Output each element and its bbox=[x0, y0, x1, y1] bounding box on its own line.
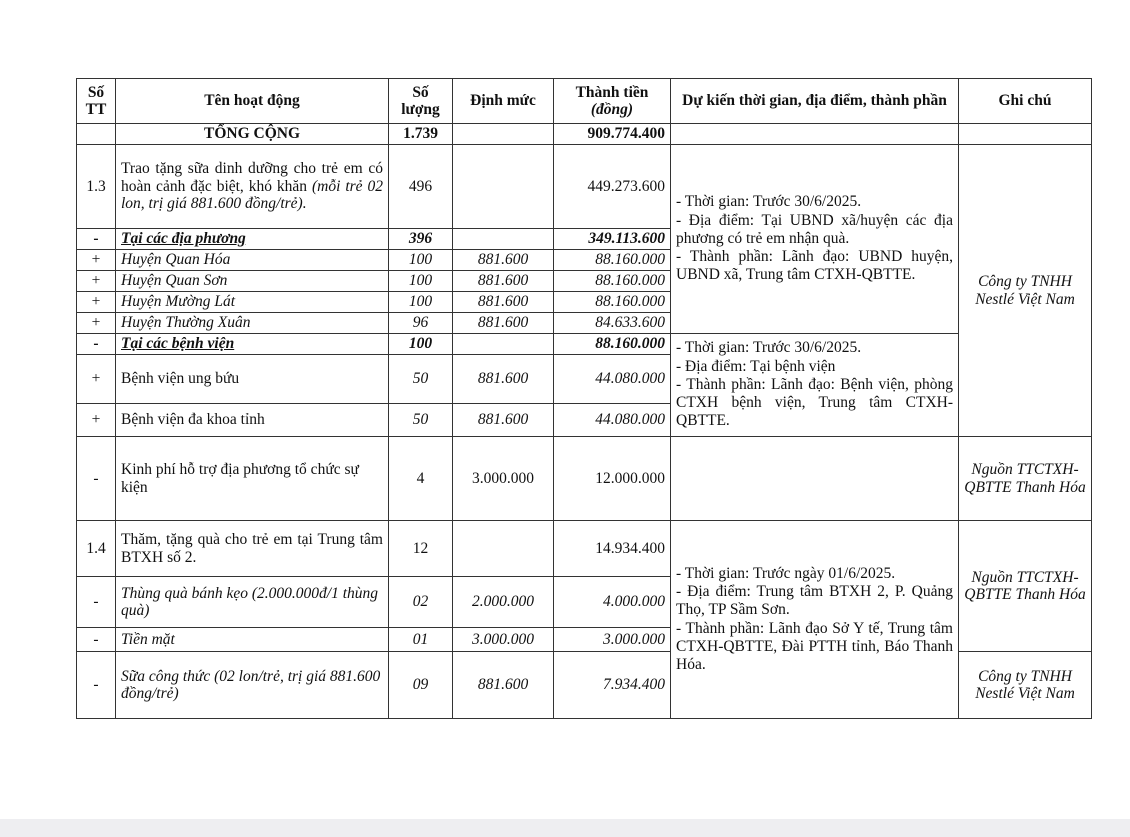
row-rate: 881.600 bbox=[453, 652, 554, 719]
row-name: Thăm, tặng quà cho trẻ em tại Trung tâm BTXH số 2. bbox=[116, 521, 389, 577]
header-name: Tên hoạt động bbox=[116, 79, 389, 124]
row-rate bbox=[453, 521, 554, 577]
row-name: Kinh phí hỗ trợ địa phương tổ chức sự kiện bbox=[116, 437, 389, 521]
plan-line: - Thời gian: Trước 30/6/2025. bbox=[676, 339, 862, 357]
note-ttctxh-center: Nguồn TTCTXH-QBTTE Thanh Hóa bbox=[959, 521, 1092, 652]
row-rate: 881.600 bbox=[453, 292, 554, 313]
activity-budget-table bbox=[76, 78, 1092, 719]
row-qty: 02 bbox=[389, 577, 453, 628]
total-rate bbox=[453, 124, 554, 145]
row-stt: - bbox=[77, 437, 116, 521]
page-bottom-edge bbox=[0, 819, 1130, 837]
row-name-main: Trao tặng sữa dinh dưỡng cho trẻ em có hoàn cảnh đặc biệt, khó khăn bbox=[121, 160, 383, 195]
row-rate bbox=[453, 145, 554, 229]
row-rate: 2.000.000 bbox=[453, 577, 554, 628]
row-amount: 84.633.600 bbox=[554, 313, 671, 334]
total-label: TỔNG CỘNG bbox=[116, 124, 389, 145]
row-amount: 88.160.000 bbox=[554, 292, 671, 313]
row-name: Huyện Thường Xuân bbox=[116, 313, 389, 334]
row-rate: 881.600 bbox=[453, 404, 554, 437]
row-qty: 96 bbox=[389, 313, 453, 334]
row-stt: - bbox=[77, 628, 116, 652]
total-row bbox=[77, 124, 1092, 145]
plan-line: - Thành phần: Lãnh đạo: Bệnh viện, phòng CTXH bệnh viện, Trung tâm CTXH-QBTTE. bbox=[676, 375, 953, 430]
row-qty: 4 bbox=[389, 437, 453, 521]
row-stt: + bbox=[77, 404, 116, 437]
plan-line: - Địa điểm: Tại UBND xã/huyện các địa phương có trẻ em nhận quà. bbox=[676, 211, 953, 247]
row-stt: + bbox=[77, 271, 116, 292]
header-qty: Số lượng bbox=[389, 79, 453, 124]
row-qty: 50 bbox=[389, 355, 453, 404]
total-qty: 1.739 bbox=[389, 124, 453, 145]
row-stt: - bbox=[77, 229, 116, 250]
row-rate: 3.000.000 bbox=[453, 437, 554, 521]
plan-line: - Thời gian: Trước 30/6/2025. bbox=[676, 193, 862, 211]
row-name: Huyện Mường Lát bbox=[116, 292, 389, 313]
table-row bbox=[77, 521, 1092, 577]
row-qty: 12 bbox=[389, 521, 453, 577]
row-qty: 100 bbox=[389, 250, 453, 271]
row-amount: 3.000.000 bbox=[554, 628, 671, 652]
row-name-detail: (mỗi trẻ 02 lon, trị giá 881.600 đồng/trẻ). bbox=[121, 177, 383, 213]
row-name: Thùng quà bánh kẹo (2.000.000đ/1 thùng quà) bbox=[116, 577, 389, 628]
plan-line: - Thời gian: Trước ngày 01/6/2025. bbox=[676, 564, 896, 582]
total-plan bbox=[671, 124, 959, 145]
row-rate: 3.000.000 bbox=[453, 628, 554, 652]
total-stt bbox=[77, 124, 116, 145]
row-amount: 7.934.400 bbox=[554, 652, 671, 719]
row-amount: 349.113.600 bbox=[554, 229, 671, 250]
header-note: Ghi chú bbox=[959, 79, 1092, 124]
header-amount-label: Thành tiền bbox=[575, 83, 649, 101]
header-amount-unit: (đồng) bbox=[590, 101, 634, 118]
row-name: Huyện Quan Hóa bbox=[116, 250, 389, 271]
row-rate: 881.600 bbox=[453, 271, 554, 292]
row-name: Tại các địa phương bbox=[116, 229, 389, 250]
note-ttctxh-support: Nguồn TTCTXH-QBTTE Thanh Hóa bbox=[959, 437, 1092, 521]
row-name: Bệnh viện đa khoa tỉnh bbox=[116, 404, 389, 437]
header-row bbox=[77, 79, 1092, 124]
plan-line: - Địa điểm: Trung tâm BTXH 2, P. Quảng Thọ, TP Sầm Sơn. bbox=[676, 582, 953, 619]
row-amount: 44.080.000 bbox=[554, 355, 671, 404]
table-row bbox=[77, 334, 1092, 355]
note-nestle-formula: Công ty TNHH Nestlé Việt Nam bbox=[959, 652, 1092, 719]
row-stt: - bbox=[77, 334, 116, 355]
row-amount: 88.160.000 bbox=[554, 250, 671, 271]
row-amount: 449.273.600 bbox=[554, 145, 671, 229]
row-stt: + bbox=[77, 292, 116, 313]
row-name: Huyện Quan Sơn bbox=[116, 271, 389, 292]
row-amount: 44.080.000 bbox=[554, 404, 671, 437]
row-stt: 1.3 bbox=[77, 145, 116, 229]
header-amount bbox=[554, 79, 671, 124]
plan-center bbox=[671, 521, 959, 719]
row-amount: 14.934.400 bbox=[554, 521, 671, 577]
plan-empty bbox=[671, 437, 959, 521]
row-rate: 881.600 bbox=[453, 313, 554, 334]
row-qty: 396 bbox=[389, 229, 453, 250]
row-qty: 100 bbox=[389, 292, 453, 313]
row-rate bbox=[453, 229, 554, 250]
row-stt: + bbox=[77, 355, 116, 404]
row-qty: 100 bbox=[389, 271, 453, 292]
row-qty: 100 bbox=[389, 334, 453, 355]
row-amount: 4.000.000 bbox=[554, 577, 671, 628]
row-stt: - bbox=[77, 652, 116, 719]
header-stt: Số TT bbox=[77, 79, 116, 124]
total-note bbox=[959, 124, 1092, 145]
note-nestle: Công ty TNHH Nestlé Việt Nam bbox=[959, 145, 1092, 437]
row-amount: 12.000.000 bbox=[554, 437, 671, 521]
plan-hospital bbox=[671, 334, 959, 437]
header-rate: Định mức bbox=[453, 79, 554, 124]
table-row bbox=[77, 437, 1092, 521]
row-name: Tiền mặt bbox=[116, 628, 389, 652]
plan-line: - Địa điểm: Tại bệnh viện bbox=[676, 357, 836, 375]
row-name: Sữa công thức (02 lon/trẻ, trị giá 881.600 đồng/trẻ) bbox=[116, 652, 389, 719]
row-amount: 88.160.000 bbox=[554, 271, 671, 292]
row-rate: 881.600 bbox=[453, 250, 554, 271]
row-rate: 881.600 bbox=[453, 355, 554, 404]
row-stt: + bbox=[77, 313, 116, 334]
row-amount: 88.160.000 bbox=[554, 334, 671, 355]
row-name: Bệnh viện ung bứu bbox=[116, 355, 389, 404]
row-stt: 1.4 bbox=[77, 521, 116, 577]
row-stt: + bbox=[77, 250, 116, 271]
plan-line: - Thành phần: Lãnh đạo Sở Y tế, Trung tâm CTXH-QBTTE, Đài PTTH tỉnh, Báo Thanh Hóa. bbox=[676, 619, 953, 674]
row-stt: - bbox=[77, 577, 116, 628]
row-qty: 496 bbox=[389, 145, 453, 229]
row-rate bbox=[453, 334, 554, 355]
plan-local bbox=[671, 145, 959, 334]
header-plan: Dự kiến thời gian, địa điểm, thành phần bbox=[671, 79, 959, 124]
table-row bbox=[77, 145, 1092, 229]
row-qty: 50 bbox=[389, 404, 453, 437]
row-name bbox=[116, 145, 389, 229]
row-qty: 09 bbox=[389, 652, 453, 719]
plan-line: - Thành phần: Lãnh đạo: UBND huyện, UBND xã, Trung tâm CTXH-QBTTE. bbox=[676, 248, 953, 284]
row-name: Tại các bệnh viện bbox=[116, 334, 389, 355]
total-amount: 909.774.400 bbox=[554, 124, 671, 145]
row-qty: 01 bbox=[389, 628, 453, 652]
